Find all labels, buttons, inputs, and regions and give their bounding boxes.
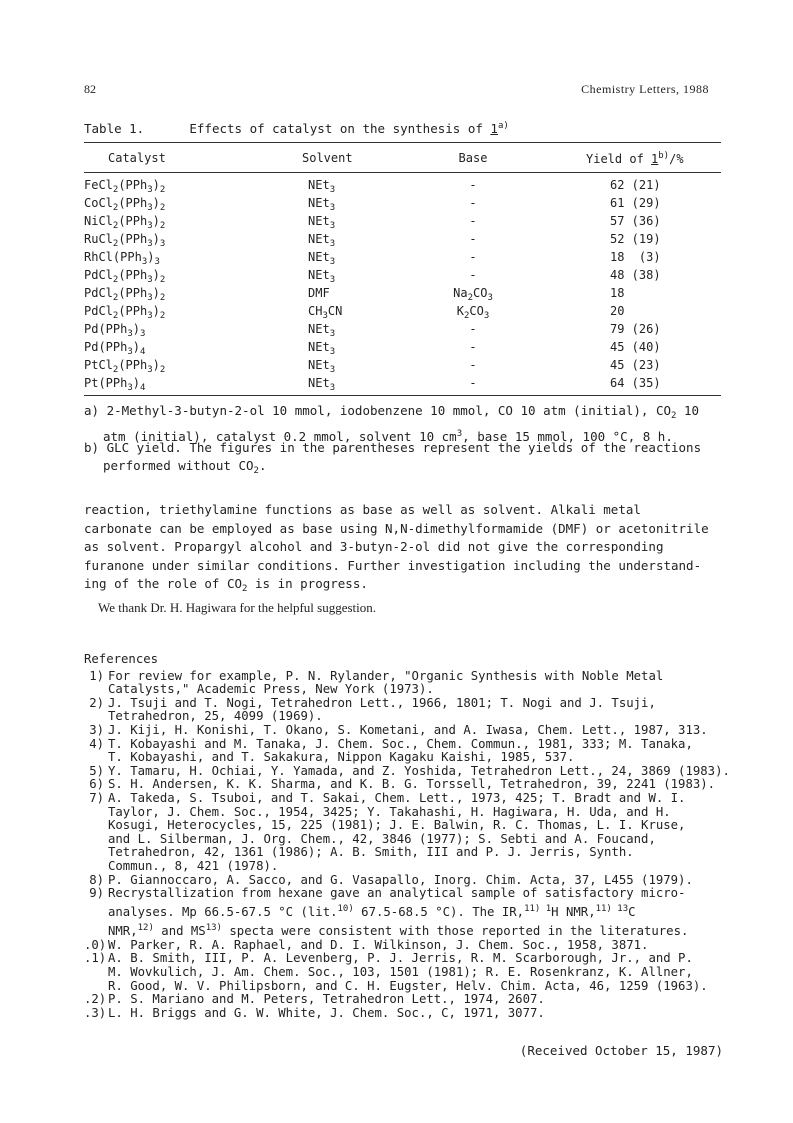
- caption-text: Effects of catalyst on the synthesis of: [189, 121, 491, 136]
- table-row: [84, 358, 721, 376]
- reference-number: 8): [89, 872, 104, 887]
- body-paragraph: [84, 501, 724, 617]
- reference-item: [84, 874, 734, 888]
- header-catalyst: Catalyst: [108, 151, 166, 165]
- solvent-cell: NEt$_3$: [308, 268, 336, 285]
- table-row: [84, 322, 721, 340]
- caption-sup: a): [497, 121, 509, 131]
- catalyst-cell: $PtCl_2(PPh_3)_2$: [84, 358, 166, 375]
- reference-item: [84, 724, 734, 738]
- base-cell: -: [469, 358, 477, 372]
- table-row: [84, 340, 721, 358]
- table-row: [84, 304, 721, 322]
- reference-item: [84, 697, 734, 724]
- table-top-rule: [84, 142, 721, 143]
- table-caption: [84, 121, 509, 136]
- reference-item: [84, 670, 734, 697]
- reference-line: P. Giannoccaro, A. Sacco, and G. Vasapallo, Inorg. Chim. Acta, 37, L455 (1979).: [108, 872, 693, 887]
- reference-line: For review for example, P. N. Rylander, "Organic Synthesis with Noble Metal: [108, 668, 664, 683]
- reference-item: [84, 778, 734, 792]
- solvent-cell: DMF: [308, 286, 330, 300]
- body-line: as solvent. Propargyl alcohol and 3-butyn-2-ol did not give the corresponding: [84, 539, 664, 554]
- reference-line: T. Kobayashi and M. Tanaka, J. Chem. Soc., Chem. Commun., 1981, 333; M. Tanaka,: [108, 736, 693, 751]
- catalyst-cell: $RuCl_2(PPh_3)_3$: [84, 232, 166, 249]
- reference-line: A. B. Smith, III, P. A. Levenberg, P. J. Jerris, R. M. Scarborough, Jr., and P.: [108, 951, 693, 966]
- reference-line: Y. Tamaru, H. Ochiai, Y. Yamada, and Z. Yoshida, Tetrahedron Lett., 24, 3869 (1983).: [108, 763, 730, 778]
- body-line: ing of the role of $CO_2$ is in progress.: [84, 576, 368, 594]
- solvent-cell: NEt$_3$: [308, 250, 336, 267]
- yield-cell: 48 (38): [610, 268, 661, 282]
- reference-line: S. H. Andersen, K. K. Sharma, and K. B. G. Torssell, Tetrahedron, 39, 2241 (1983).: [108, 777, 716, 792]
- base-cell: -: [469, 250, 477, 264]
- header-yield: Yield of 1$^{b)}$/%: [586, 151, 684, 166]
- reference-number: 7): [89, 790, 104, 805]
- table-row: [84, 268, 721, 286]
- reference-number: .0): [84, 937, 107, 952]
- reference-number: .2): [84, 992, 107, 1007]
- page-number: 82: [84, 82, 96, 96]
- yield-cell: 61 (29): [610, 196, 661, 210]
- references-list: [84, 670, 734, 901]
- table-row: [84, 196, 721, 214]
- reference-line: P. S. Mariano and M. Peters, Tetrahedron Lett., 1974, 2607.: [108, 992, 545, 1007]
- yield-cell: 18 (3): [610, 250, 661, 264]
- reference-line: Tetrahedron, 42, 1361 (1986); A. B. Smith, III and P. J. Jerris, Synth.: [108, 845, 634, 860]
- base-cell: -: [469, 340, 477, 354]
- reference-line: T. Kobayashi, and T. Sakakura, Nippon Kagaku Kaishi, 1985, 537.: [108, 750, 575, 765]
- table-row: [84, 178, 721, 196]
- references-list: [84, 939, 734, 1021]
- table-bottom-rule: [84, 395, 721, 396]
- footnote-a: a) 2-Methyl-3-butyn-2-ol 10 mmol, iodobenzene 10 mmol, CO 10 atm (initial), $CO_2$ 10 atm (initial), catalyst 0.2 mmol, solvent 10 $cm^3$, base 15 mmol, 100 °C, 8 h.: [84, 403, 699, 444]
- base-cell: -: [469, 214, 477, 228]
- table-row: [84, 286, 721, 304]
- catalyst-cell: $RhCl(PPh_3)_3$: [84, 250, 160, 267]
- received-date: (Received October 15, 1987): [519, 1043, 723, 1058]
- reference-line: Taylor, J. Chem. Soc., 1954, 3425; Y. Takahashi, H. Hagiwara, H. Uda, and H.: [108, 804, 671, 819]
- body-line: carbonate can be employed as base using N,N-dimethylformamide (DMF) or acetonitrile: [84, 520, 709, 536]
- solvent-cell: NEt$_3$: [308, 232, 336, 249]
- reference-number: .3): [84, 1005, 107, 1020]
- reference-item: [84, 993, 734, 1007]
- body-line: reaction, triethylamine functions as base as well as solvent. Alkali metal: [84, 502, 641, 517]
- reference-number: 6): [89, 777, 104, 792]
- catalyst-cell: $PdCl_2(PPh_3)_2$: [84, 286, 166, 303]
- reference-line: R. Good, W. V. Philipsborn, and C. H. Eugster, Helv. Chim. Acta, 46, 1259 (1963).: [108, 978, 708, 993]
- table-row: [84, 376, 721, 394]
- solvent-cell: NEt$_3$: [308, 322, 336, 339]
- table-row: [84, 214, 721, 232]
- reference-item: [84, 952, 734, 993]
- reference-number: 3): [89, 722, 104, 737]
- acknowledgement: We thank Dr. H. Hagiwara for the helpful suggestion.: [98, 599, 377, 615]
- reference-line: J. Kiji, H. Konishi, T. Okano, S. Kometani, and A. Iwasa, Chem. Lett., 1987, 313.: [108, 722, 708, 737]
- footnote-b: b) GLC yield. The figures in the parentheses represent the yields of the reactions performed without $CO_2$.: [84, 440, 702, 476]
- catalyst-cell: $FeCl_2(PPh_3)_2$: [84, 178, 166, 195]
- reference-number: 5): [89, 763, 104, 778]
- catalyst-cell: $PdCl_2(PPh_3)_2$: [84, 268, 166, 285]
- reference-line: Kosugi, Heterocycles, 15, 225 (1981); J. E. Balwin, R. C. Thomas, L. I. Kruse,: [108, 818, 686, 833]
- reference-line: and L. Silberman, J. Org. Chem., 42, 3846 (1977); S. Sebti and A. Foucand,: [108, 831, 656, 846]
- reference-line: W. Parker, R. A. Raphael, and D. I. Wilkinson, J. Chem. Soc., 1958, 3871.: [108, 937, 649, 952]
- reference-line: A. Takeda, S. Tsuboi, and T. Sakai, Chem. Lett., 1973, 425; T. Bradt and W. I.: [108, 790, 686, 805]
- reference-item: analyses. Mp 66.5-67.5 °C (lit.$^{10)}$ 67.5-68.5 °C). The IR,$^{11)}$ $^1$H NMR,$^{11)}$ $^{13}$C NMR,$^{12)}$ and MS$^{13)}$ specta were consistent with those reported in the literatures.: [108, 903, 689, 939]
- reference-line: Catalysts," Academic Press, New York (1973).: [108, 682, 434, 697]
- base-cell: -: [469, 178, 477, 192]
- catalyst-cell: $CoCl_2(PPh_3)_2$: [84, 196, 166, 213]
- yield-cell: 20: [610, 304, 625, 318]
- reference-line: Recrystallization from hexane gave an analytical sample of satisfactory micro-: [108, 886, 686, 901]
- solvent-cell: NEt$_3$: [308, 376, 336, 393]
- reference-item: [84, 887, 734, 901]
- yield-cell: 18: [610, 286, 625, 300]
- yield-cell: 79 (26): [610, 322, 661, 336]
- catalyst-cell: $Pt(PPh_3)_4$: [84, 376, 146, 393]
- catalyst-cell: $Pd(PPh_3)_3$: [84, 322, 146, 339]
- yield-cell: 45 (40): [610, 340, 661, 354]
- solvent-cell: NEt$_3$: [308, 178, 336, 195]
- base-cell: -: [469, 268, 477, 282]
- reference-item: [84, 765, 734, 779]
- solvent-cell: NEt$_3$: [308, 358, 336, 375]
- table-header-rule: [84, 172, 721, 173]
- yield-cell: 64 (35): [610, 376, 661, 390]
- solvent-cell: $CH_3CN$: [308, 304, 343, 321]
- reference-item: [84, 939, 734, 953]
- references-title: References: [84, 652, 159, 666]
- reference-number: .1): [84, 951, 107, 966]
- base-cell: -: [469, 196, 477, 210]
- base-cell: $Na_2CO_3$: [453, 286, 493, 303]
- catalyst-cell: $Pd(PPh_3)_4$: [84, 340, 146, 357]
- reference-item: [84, 738, 734, 765]
- header-base: Base: [458, 151, 488, 165]
- caption-compound: 1: [490, 121, 498, 136]
- reference-number: 9): [89, 886, 104, 901]
- base-cell: -: [469, 322, 477, 336]
- reference-line: J. Tsuji and T. Nogi, Tetrahedron Lett., 1966, 1801; T. Nogi and J. Tsuji,: [108, 695, 656, 710]
- reference-line: Tetrahedron, 25, 4099 (1969).: [108, 709, 323, 724]
- yield-cell: 45 (23): [610, 358, 661, 372]
- journal-header: Chemistry Letters, 1988: [581, 82, 709, 96]
- table-row: [84, 250, 721, 268]
- reference-number: 4): [89, 736, 104, 751]
- base-cell: -: [469, 376, 477, 390]
- yield-cell: 52 (19): [610, 232, 661, 246]
- body-line: furanone under similar conditions. Further investigation including the understand-: [84, 557, 702, 573]
- table-header-row: [84, 151, 721, 169]
- catalyst-cell: $PdCl_2(PPh_3)_2$: [84, 304, 166, 321]
- yield-cell: 57 (36): [610, 214, 661, 228]
- solvent-cell: NEt$_3$: [308, 340, 336, 357]
- reference-line: Commun., 8, 421 (1978).: [108, 858, 279, 873]
- reference-number: 2): [89, 695, 104, 710]
- reference-item: [84, 1007, 734, 1021]
- base-cell: $K_2CO_3$: [456, 304, 490, 321]
- catalyst-cell: $NiCl_2(PPh_3)_2$: [84, 214, 166, 231]
- solvent-cell: NEt$_3$: [308, 214, 336, 231]
- reference-number: 1): [89, 668, 104, 683]
- table-row: [84, 232, 721, 250]
- solvent-cell: NEt$_3$: [308, 196, 336, 213]
- header-solvent: Solvent: [302, 151, 353, 165]
- reference-line: M. Wovkulich, J. Am. Chem. Soc., 103, 1501 (1981); R. E. Rosenkranz, K. Allner,: [108, 965, 693, 980]
- yield-cell: 62 (21): [610, 178, 661, 192]
- reference-item: [84, 792, 734, 874]
- caption-label: Table 1.: [84, 121, 145, 136]
- base-cell: -: [469, 232, 477, 246]
- reference-line: L. H. Briggs and G. W. White, J. Chem. Soc., C, 1971, 3077.: [108, 1005, 545, 1020]
- references-section: [84, 653, 734, 1020]
